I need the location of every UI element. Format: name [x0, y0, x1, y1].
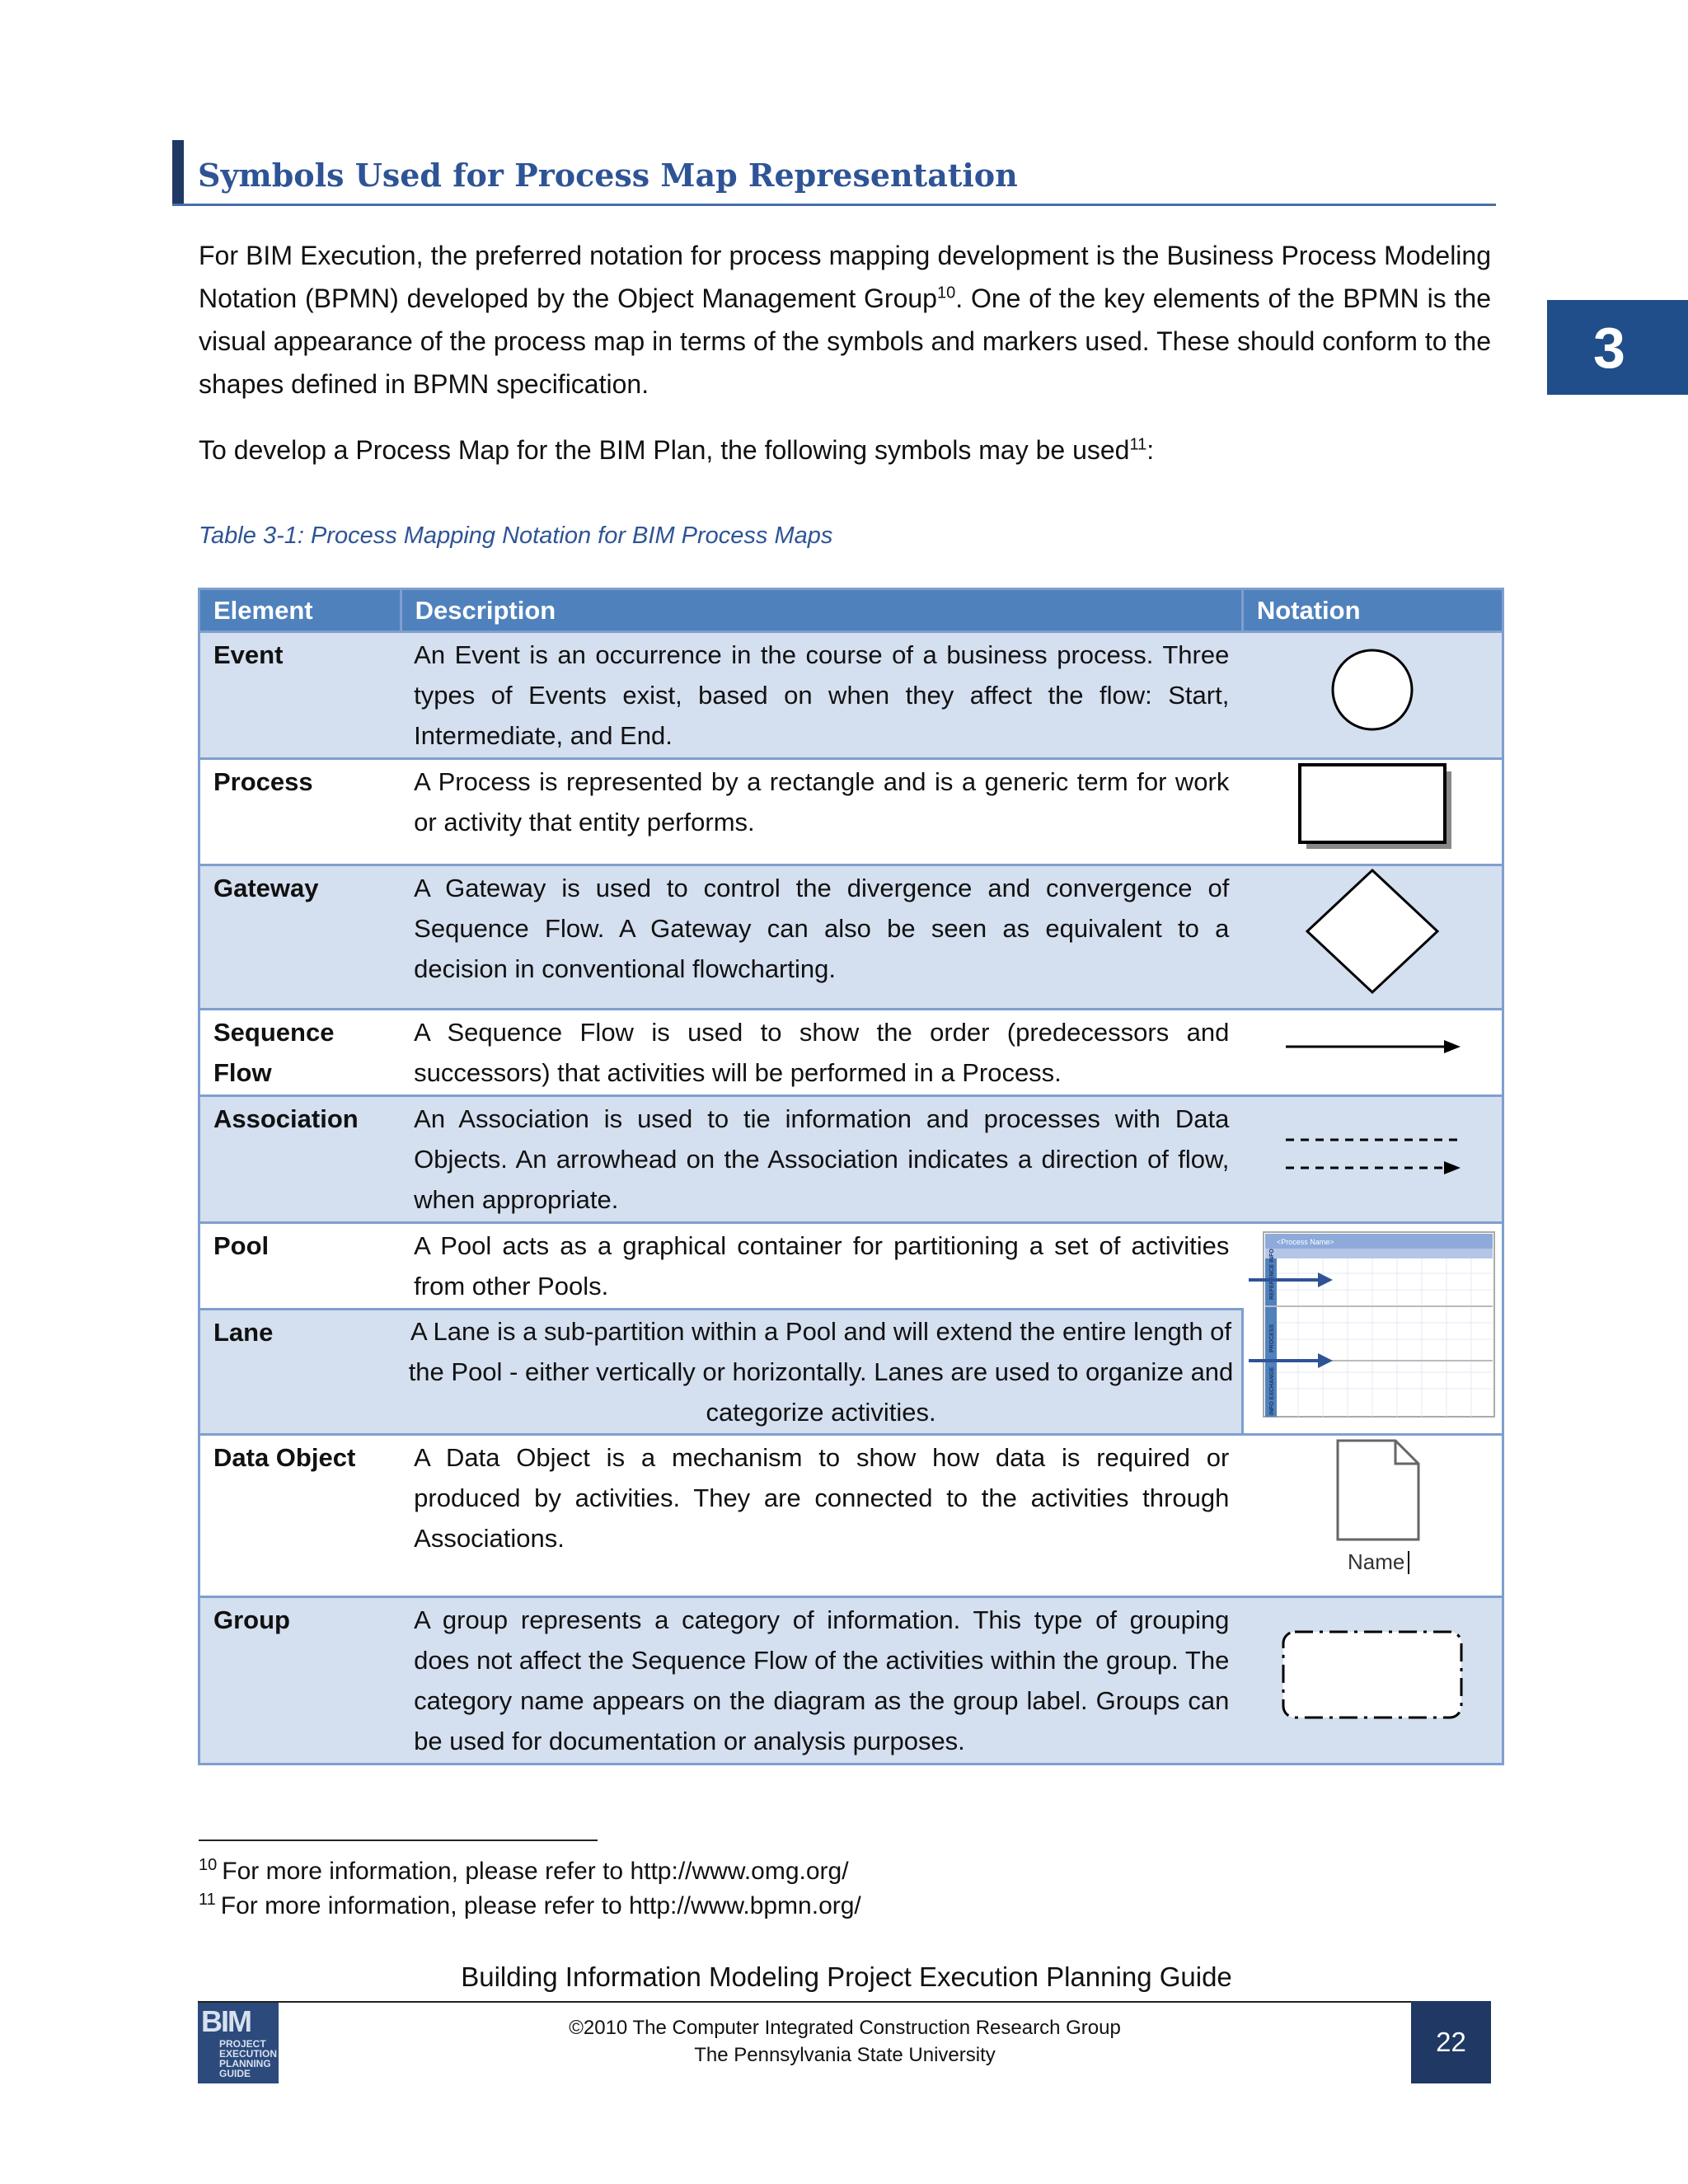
- intro-paragraph: [199, 234, 1491, 405]
- notation-association: [1242, 1096, 1503, 1223]
- chapter-tab: 3: [1547, 300, 1688, 395]
- footnote-ref-11[interactable]: 11: [1129, 435, 1147, 454]
- pool-lane-diagram-icon: [1249, 1224, 1496, 1422]
- header-notation: Notation: [1242, 589, 1503, 632]
- description-cell: A group represents a category of information. This type of grouping does not affect the Sequence Flow of the activities within the group. The category name appears on the diagram as the group label. Groups can be used for documentation or analysis purposes.: [401, 1597, 1242, 1765]
- process-rectangle-icon: [1290, 760, 1455, 852]
- association-dashed-arrow-icon: [1278, 1125, 1467, 1183]
- footnote-text[interactable]: For more information, please refer to http://www.bpmn.org/: [220, 1892, 861, 1919]
- logo-line: PLANNING: [219, 2058, 271, 2069]
- logo-small-text: [219, 2039, 277, 2079]
- lane-label-exchange: INFO EXCHANGE: [1269, 1366, 1276, 1415]
- logo-line: PROJECT: [219, 2038, 266, 2050]
- lane-label-reference: REFERENCE INFO: [1269, 1249, 1276, 1300]
- element-cell: Pool: [199, 1223, 401, 1310]
- header-element: Element: [199, 589, 401, 632]
- element-cell: Event: [199, 632, 401, 759]
- table-caption: Table 3-1: Process Mapping Notation for BIM Process Maps: [199, 523, 833, 549]
- notation-pool-lane: [1242, 1223, 1503, 1435]
- table-row-group: [199, 1597, 1503, 1765]
- gateway-diamond-icon: [1302, 867, 1442, 996]
- notation-process: [1242, 759, 1503, 865]
- table-row-gateway: [199, 865, 1503, 1010]
- table-row-pool: [199, 1223, 1503, 1310]
- footnote-10: [199, 1856, 849, 1886]
- element-cell: Gateway: [199, 865, 401, 1010]
- description-cell: A Pool acts as a graphical container for partitioning a set of activities from other Pools.: [401, 1223, 1242, 1310]
- bim-logo: [198, 2003, 279, 2083]
- element-cell: Data Object: [199, 1435, 401, 1597]
- table-row-event: [199, 632, 1503, 759]
- group-dash-dot-box-icon: [1273, 1625, 1471, 1724]
- heading-accent-bar: [172, 140, 184, 206]
- heading-underline: [172, 204, 1496, 206]
- section-heading: Symbols Used for Process Map Representation: [198, 157, 1018, 194]
- notation-gateway: [1242, 865, 1503, 1010]
- footnote-number: 11: [199, 1891, 216, 1909]
- description-cell: An Association is used to tie information and processes with Data Objects. An arrowhead on the Association indicates a direction of flow, when appropriate.: [401, 1096, 1242, 1223]
- table-row-sequence-flow: [199, 1010, 1503, 1096]
- element-cell: Process: [199, 759, 401, 865]
- logo-line: EXECUTION: [219, 2048, 278, 2060]
- notation-group: [1242, 1597, 1503, 1765]
- footer-title-text: Building Information Modeling Project Execution Planning Guide: [461, 1961, 1232, 1992]
- data-object-label: Name: [1347, 1549, 1405, 1574]
- footnote-text[interactable]: For more information, please refer to http://www.omg.org/: [222, 1858, 849, 1885]
- description-cell: A Data Object is a mechanism to show how data is required or produced by activities. They are connected to the activities through Associations.: [401, 1435, 1242, 1597]
- symbols-paragraph: [199, 429, 1491, 471]
- page-number: 22: [1411, 2001, 1491, 2083]
- copyright-line-1: ©2010 The Computer Integrated Construction Research Group: [569, 2017, 1121, 2039]
- data-object-document-icon: [1306, 1436, 1438, 1584]
- logo-big-text: BIM: [201, 2004, 251, 2038]
- table-row-process: [199, 759, 1503, 865]
- intro-text-2: . One of the key elements of the BPMN is the visual appearance of the process map in terms of the symbols and markers used. These should conform to the shapes defined in BPMN specification.: [199, 284, 1492, 399]
- description-cell: A Gateway is used to control the divergence and convergence of Sequence Flow. A Gateway can also be seen as equivalent to a decision in conventional flowcharting.: [401, 865, 1242, 1010]
- event-circle-icon: [1323, 644, 1422, 735]
- footnote-number: 10: [199, 1856, 218, 1874]
- symbols-text-tail: :: [1146, 435, 1155, 465]
- description-cell: A Sequence Flow is used to show the order (predecessors and successors) that activities will be performed in a Process.: [401, 1010, 1242, 1096]
- footer-copyright: [445, 2014, 1245, 2069]
- table-row-data-object: [199, 1435, 1503, 1597]
- notation-sequence-flow: [1242, 1010, 1503, 1096]
- footer-rule: [198, 2001, 1490, 2003]
- header-description: Description: [401, 589, 1242, 632]
- footer-title: [0, 1961, 1688, 1993]
- description-cell: A Process is represented by a rectangle and is a generic term for work or activity that entity performs.: [401, 759, 1242, 865]
- element-cell: Association: [199, 1096, 401, 1223]
- footnote-ref-10[interactable]: 10: [936, 284, 956, 302]
- footnote-11: [199, 1891, 861, 1920]
- pool-title: <Process Name>: [1277, 1238, 1334, 1246]
- notation-data-object: [1242, 1435, 1503, 1597]
- lane-label-process: PROCESS: [1269, 1324, 1276, 1352]
- description-cell: A Lane is a sub-partition within a Pool and will extend the entire length of the Pool - either vertically or horizontally. Lanes are used to organize and categorize activities.: [401, 1310, 1242, 1435]
- element-cell: Lane: [199, 1310, 401, 1435]
- logo-line: GUIDE: [219, 2068, 251, 2079]
- footnote-separator: [199, 1840, 598, 1841]
- table-row-association: [199, 1096, 1503, 1223]
- copyright-line-2: The Pennsylvania State University: [694, 2044, 996, 2066]
- notation-table: [198, 588, 1504, 1765]
- table-header-row: [199, 589, 1503, 632]
- element-cell: Group: [199, 1597, 401, 1765]
- intro-text-1: For BIM Execution, the preferred notation for process mapping development is the Business Process Modeling Notation (BPMN) developed by the Object Management Group: [199, 241, 1491, 313]
- notation-event: [1242, 632, 1503, 759]
- element-cell: Sequence Flow: [199, 1010, 401, 1096]
- description-cell: An Event is an occurrence in the course of a business process. Three types of Events exist, based on when they affect the flow: Start, Intermediate, and End.: [401, 632, 1242, 759]
- sequence-flow-arrow-icon: [1278, 1030, 1467, 1063]
- symbols-text: To develop a Process Map for the BIM Plan, the following symbols may be used: [199, 435, 1130, 465]
